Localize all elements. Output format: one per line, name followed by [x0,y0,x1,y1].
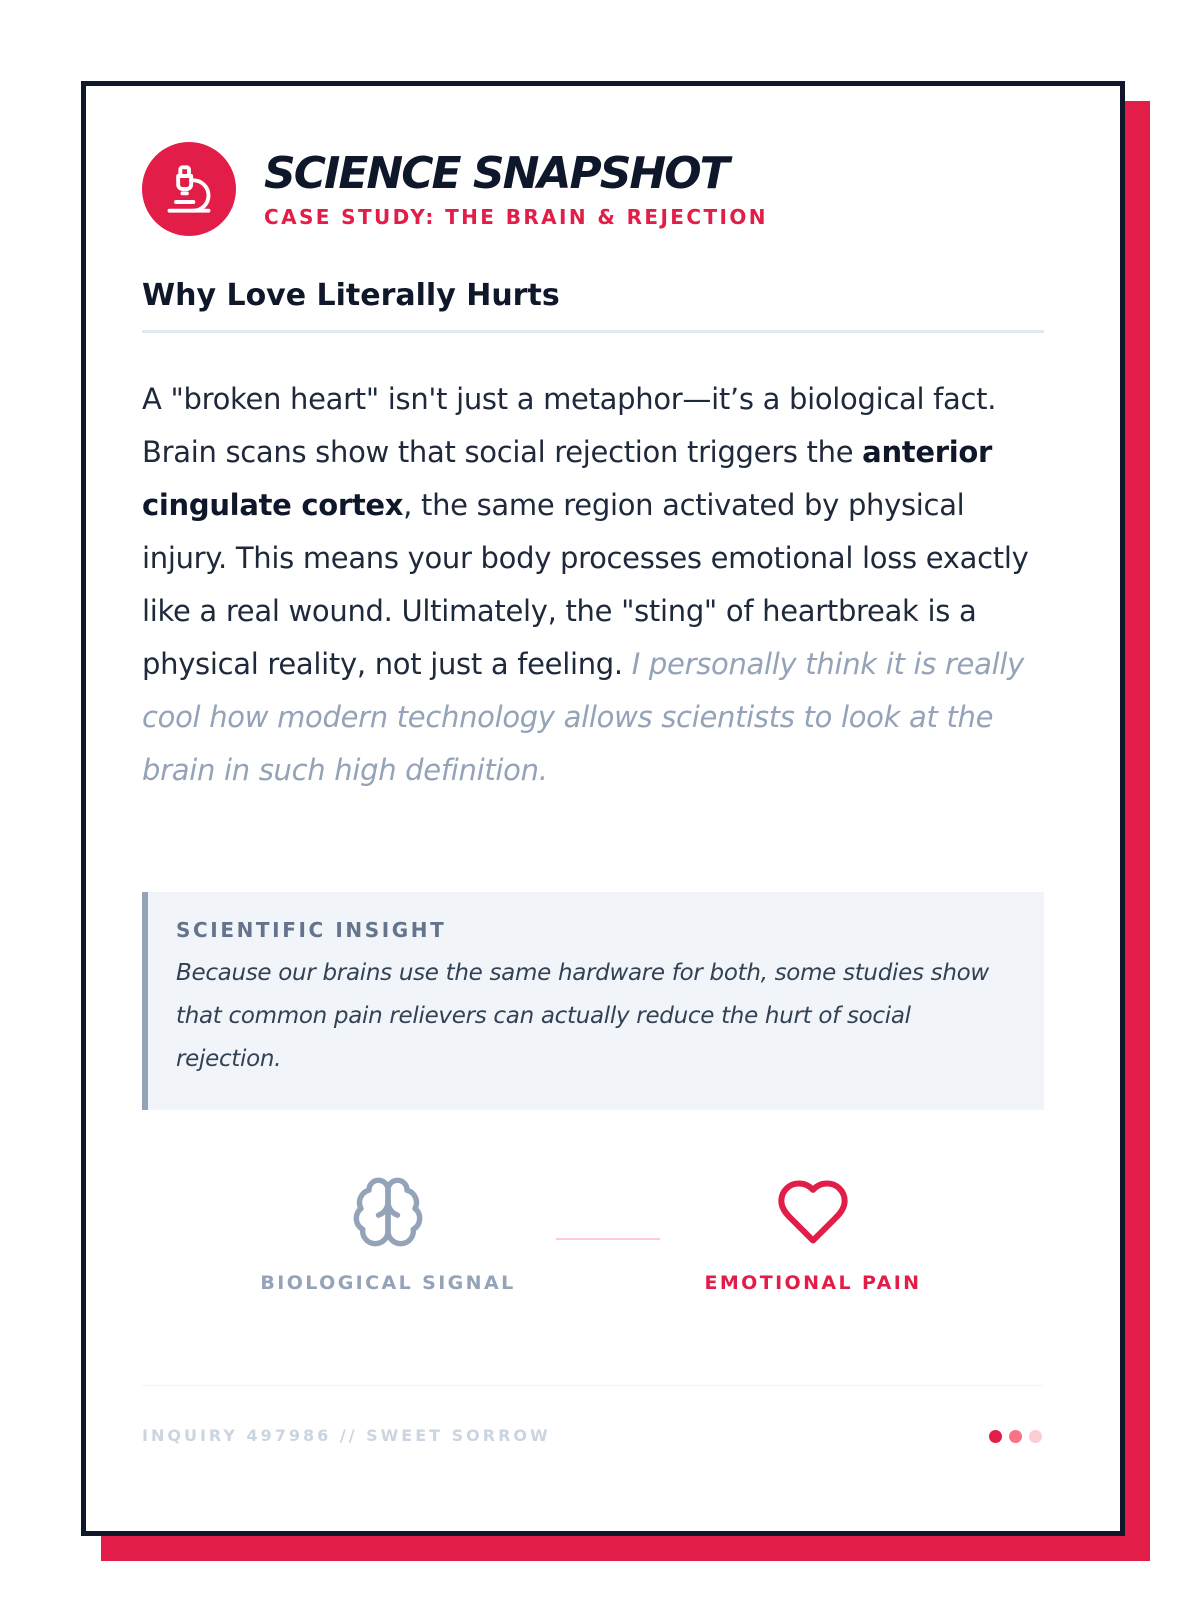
biological-signal-label: BIOLOGICAL SIGNAL [260,1272,516,1294]
brain-icon [350,1174,426,1250]
page-dots [989,1430,1042,1443]
microscope-badge [142,142,236,236]
header-text [264,147,768,229]
snapshot-card [81,81,1125,1536]
footer-divider [142,1385,1044,1386]
brand-title: SCIENCE SNAPSHOT [264,147,728,199]
insight-text: Because our brains use the same hardware for both, some studies show that common pain relievers can actually reduce the hurt of social rejection. [176,960,989,1072]
biological-signal-group [238,1174,538,1294]
microscope-icon [163,163,215,215]
connector-line [556,1238,660,1240]
dot-3 [1029,1430,1042,1443]
dot-1 [989,1430,1002,1443]
footer-reference: INQUIRY 497986 // SWEET SORROW [142,1426,551,1445]
card-header [142,142,768,236]
article-body [142,373,1047,797]
brand-subtitle: CASE STUDY: THE BRAIN & REJECTION [264,204,768,229]
insight-callout [142,892,1044,1110]
author-aside: I personally think it is really cool how modern technology allows scientists to look at the brain in such high definition. [142,647,1024,787]
body-text-part1: A "broken heart" isn't just a metaphor—it’s a biological fact. Brain scans show that social rejection triggers the [142,382,997,469]
dot-2 [1009,1430,1022,1443]
body-bold-term: anterior cingulate cortex [142,435,992,522]
article-headline: Why Love Literally Hurts [142,278,560,313]
insight-label: SCIENTIFIC INSIGHT [176,918,447,942]
emotional-pain-label: EMOTIONAL PAIN [704,1272,922,1294]
emotional-pain-group [663,1174,963,1294]
heart-icon [775,1174,851,1250]
body-text-part2: , the same region activated by physical injury. This means your body processes emotional loss exactly like a real wound. Ultimately, the "sting" of heartbreak is a physical reality, not just a feeling. [142,488,1029,681]
headline-divider [142,330,1044,333]
